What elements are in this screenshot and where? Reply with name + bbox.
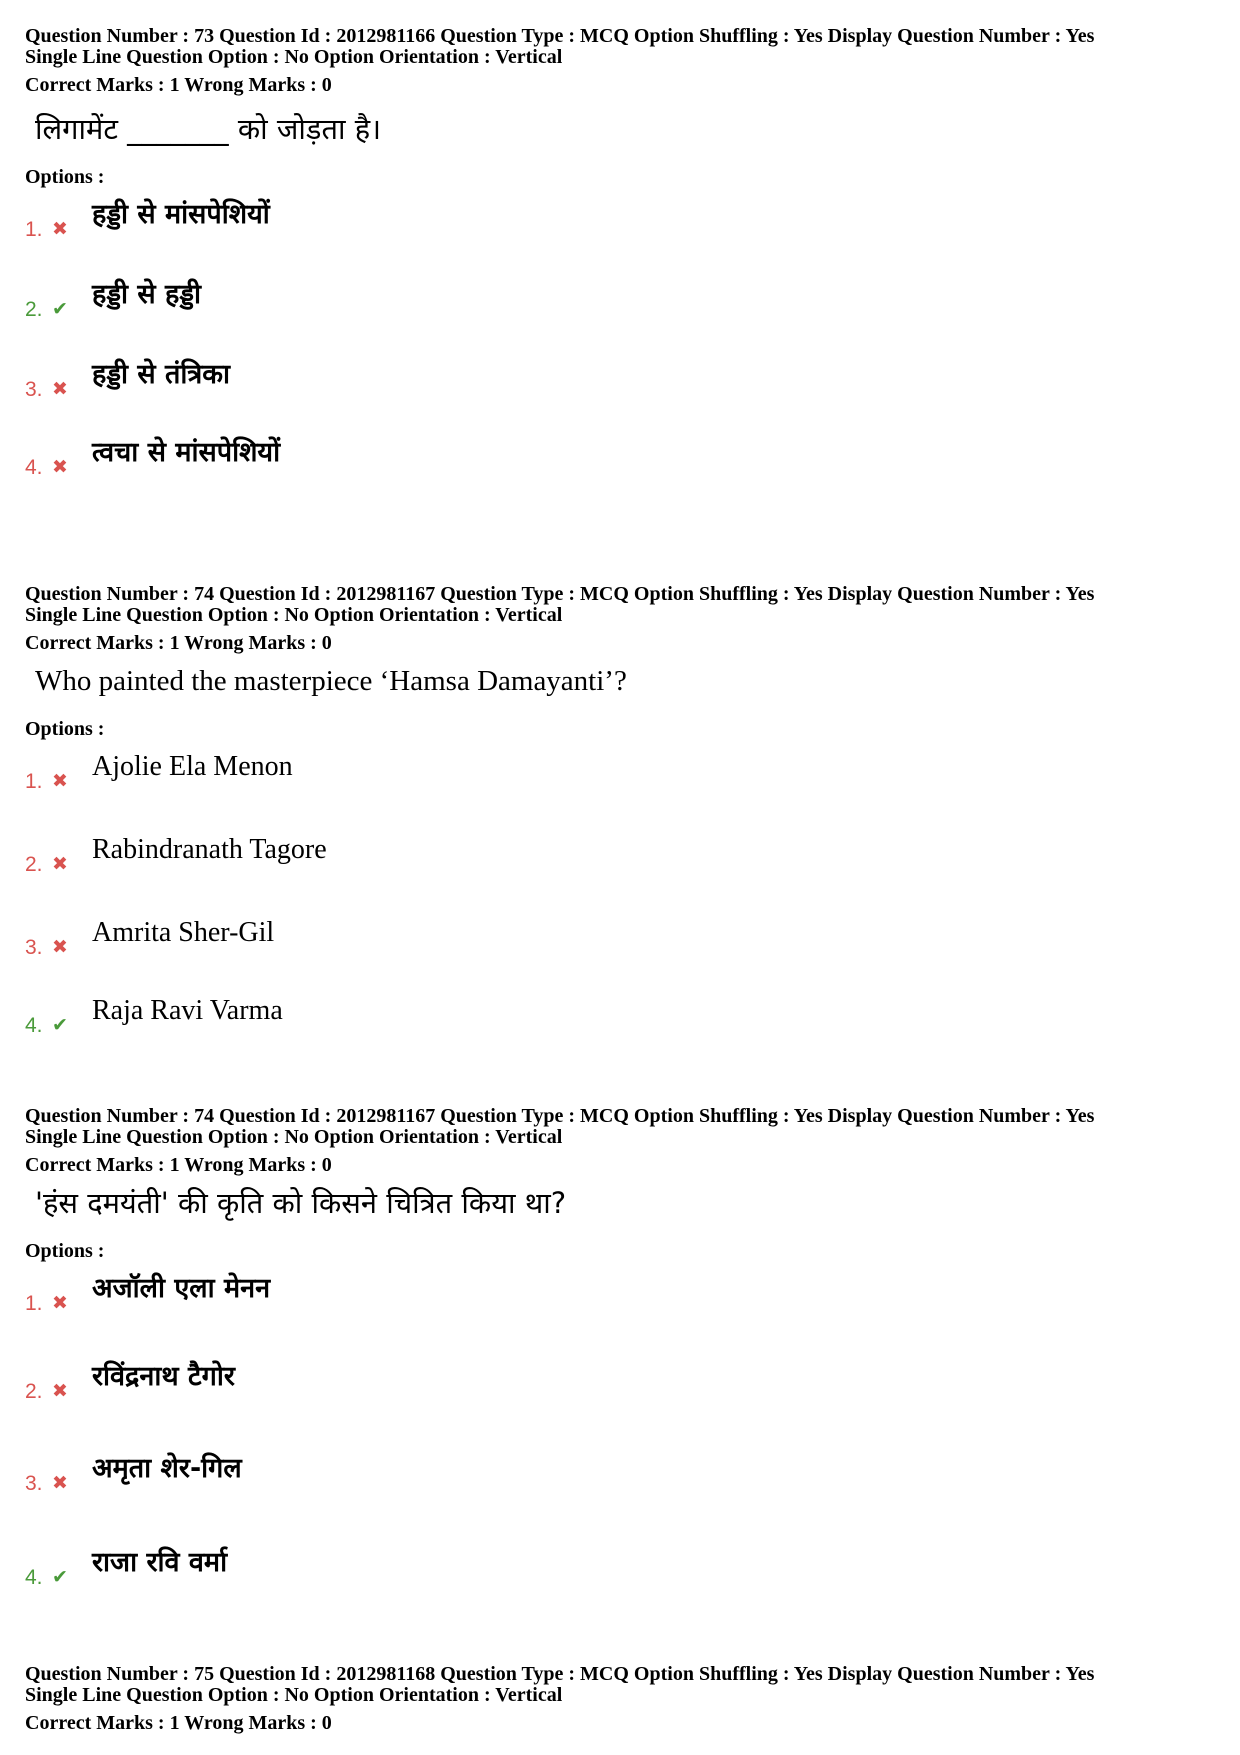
option-1 [25, 198, 925, 242]
question-block-74-hi [25, 1106, 1225, 1606]
check-icon: ✔ [52, 1566, 68, 1588]
question-text: Who painted the masterpiece ‘Hamsa Damayanti’? [35, 665, 627, 697]
option-2 [25, 833, 925, 877]
question-marks: Correct Marks : 1 Wrong Marks : 0 [25, 74, 332, 96]
option-text: Raja Ravi Varma [92, 995, 283, 1026]
option-number: 4. [25, 1014, 43, 1037]
question-meta-line2: Single Line Question Option : No Option Orientation : Vertical [25, 604, 563, 626]
option-number: 2. [25, 853, 43, 876]
option-text: Ajolie Ela Menon [92, 751, 293, 782]
question-text: लिगामेंट _______ को जोड़ता है। [35, 112, 382, 146]
option-2 [25, 278, 925, 322]
check-icon: ✔ [52, 1014, 68, 1036]
option-text: हड्डी से हड्डी [92, 279, 201, 310]
question-meta-line2: Single Line Question Option : No Option Orientation : Vertical [25, 1684, 563, 1706]
option-text: हड्डी से मांसपेशियों [92, 199, 270, 230]
question-meta-line2: Single Line Question Option : No Option Orientation : Vertical [25, 46, 563, 68]
option-number: 1. [25, 218, 43, 241]
option-text: Rabindranath Tagore [92, 834, 327, 865]
option-text: राजा रवि वर्मा [92, 1547, 228, 1578]
question-marks: Correct Marks : 1 Wrong Marks : 0 [25, 1154, 332, 1176]
option-number: 2. [25, 1380, 43, 1403]
cross-icon: ✖ [52, 1472, 68, 1494]
option-1 [25, 1272, 925, 1316]
option-3 [25, 1452, 925, 1496]
option-text: रविंद्रनाथ टैगोर [92, 1361, 235, 1392]
option-number: 1. [25, 1292, 43, 1315]
cross-icon: ✖ [52, 456, 68, 478]
question-meta-line2: Single Line Question Option : No Option Orientation : Vertical [25, 1126, 563, 1148]
cross-icon: ✖ [52, 936, 68, 958]
question-marks: Correct Marks : 1 Wrong Marks : 0 [25, 1712, 332, 1734]
option-4 [25, 436, 925, 480]
option-text: हड्डी से तंत्रिका [92, 359, 231, 390]
option-number: 3. [25, 1472, 43, 1495]
option-3 [25, 358, 925, 402]
question-meta-line1: Question Number : 73 Question Id : 2012981166 Question Type : MCQ Option Shuffling : Yes Display Question Number : Yes [25, 25, 1095, 47]
question-marks: Correct Marks : 1 Wrong Marks : 0 [25, 632, 332, 654]
option-1 [25, 750, 925, 794]
question-block-74-en [25, 584, 1225, 1044]
cross-icon: ✖ [52, 1292, 68, 1314]
option-number: 3. [25, 378, 43, 401]
cross-icon: ✖ [52, 378, 68, 400]
check-icon: ✔ [52, 298, 68, 320]
option-4 [25, 1546, 925, 1590]
option-text: अजॉली एला मेनन [92, 1273, 271, 1304]
option-text: Amrita Sher-Gil [92, 917, 275, 948]
option-3 [25, 916, 925, 960]
question-meta-line1: Question Number : 74 Question Id : 2012981167 Question Type : MCQ Option Shuffling : Yes Display Question Number : Yes [25, 1105, 1095, 1127]
options-label: Options : [25, 718, 105, 740]
question-block-75 [25, 1664, 1225, 1744]
option-number: 2. [25, 298, 43, 321]
cross-icon: ✖ [52, 1380, 68, 1402]
question-text: 'हंस दमयंती' की कृति को किसने चित्रित किया था? [35, 1186, 567, 1220]
option-text: अमृता शेर-गिल [92, 1453, 242, 1484]
option-number: 1. [25, 770, 43, 793]
option-text: त्वचा से मांसपेशियों [92, 437, 281, 468]
question-block-73 [25, 26, 1225, 516]
options-label: Options : [25, 166, 105, 188]
option-number: 4. [25, 1566, 43, 1589]
cross-icon: ✖ [52, 853, 68, 875]
question-meta-line1: Question Number : 75 Question Id : 2012981168 Question Type : MCQ Option Shuffling : Yes Display Question Number : Yes [25, 1663, 1095, 1685]
cross-icon: ✖ [52, 218, 68, 240]
options-label: Options : [25, 1240, 105, 1262]
question-meta-line1: Question Number : 74 Question Id : 2012981167 Question Type : MCQ Option Shuffling : Yes Display Question Number : Yes [25, 583, 1095, 605]
option-number: 3. [25, 936, 43, 959]
option-2 [25, 1360, 925, 1404]
option-4 [25, 994, 925, 1038]
option-number: 4. [25, 456, 43, 479]
cross-icon: ✖ [52, 770, 68, 792]
